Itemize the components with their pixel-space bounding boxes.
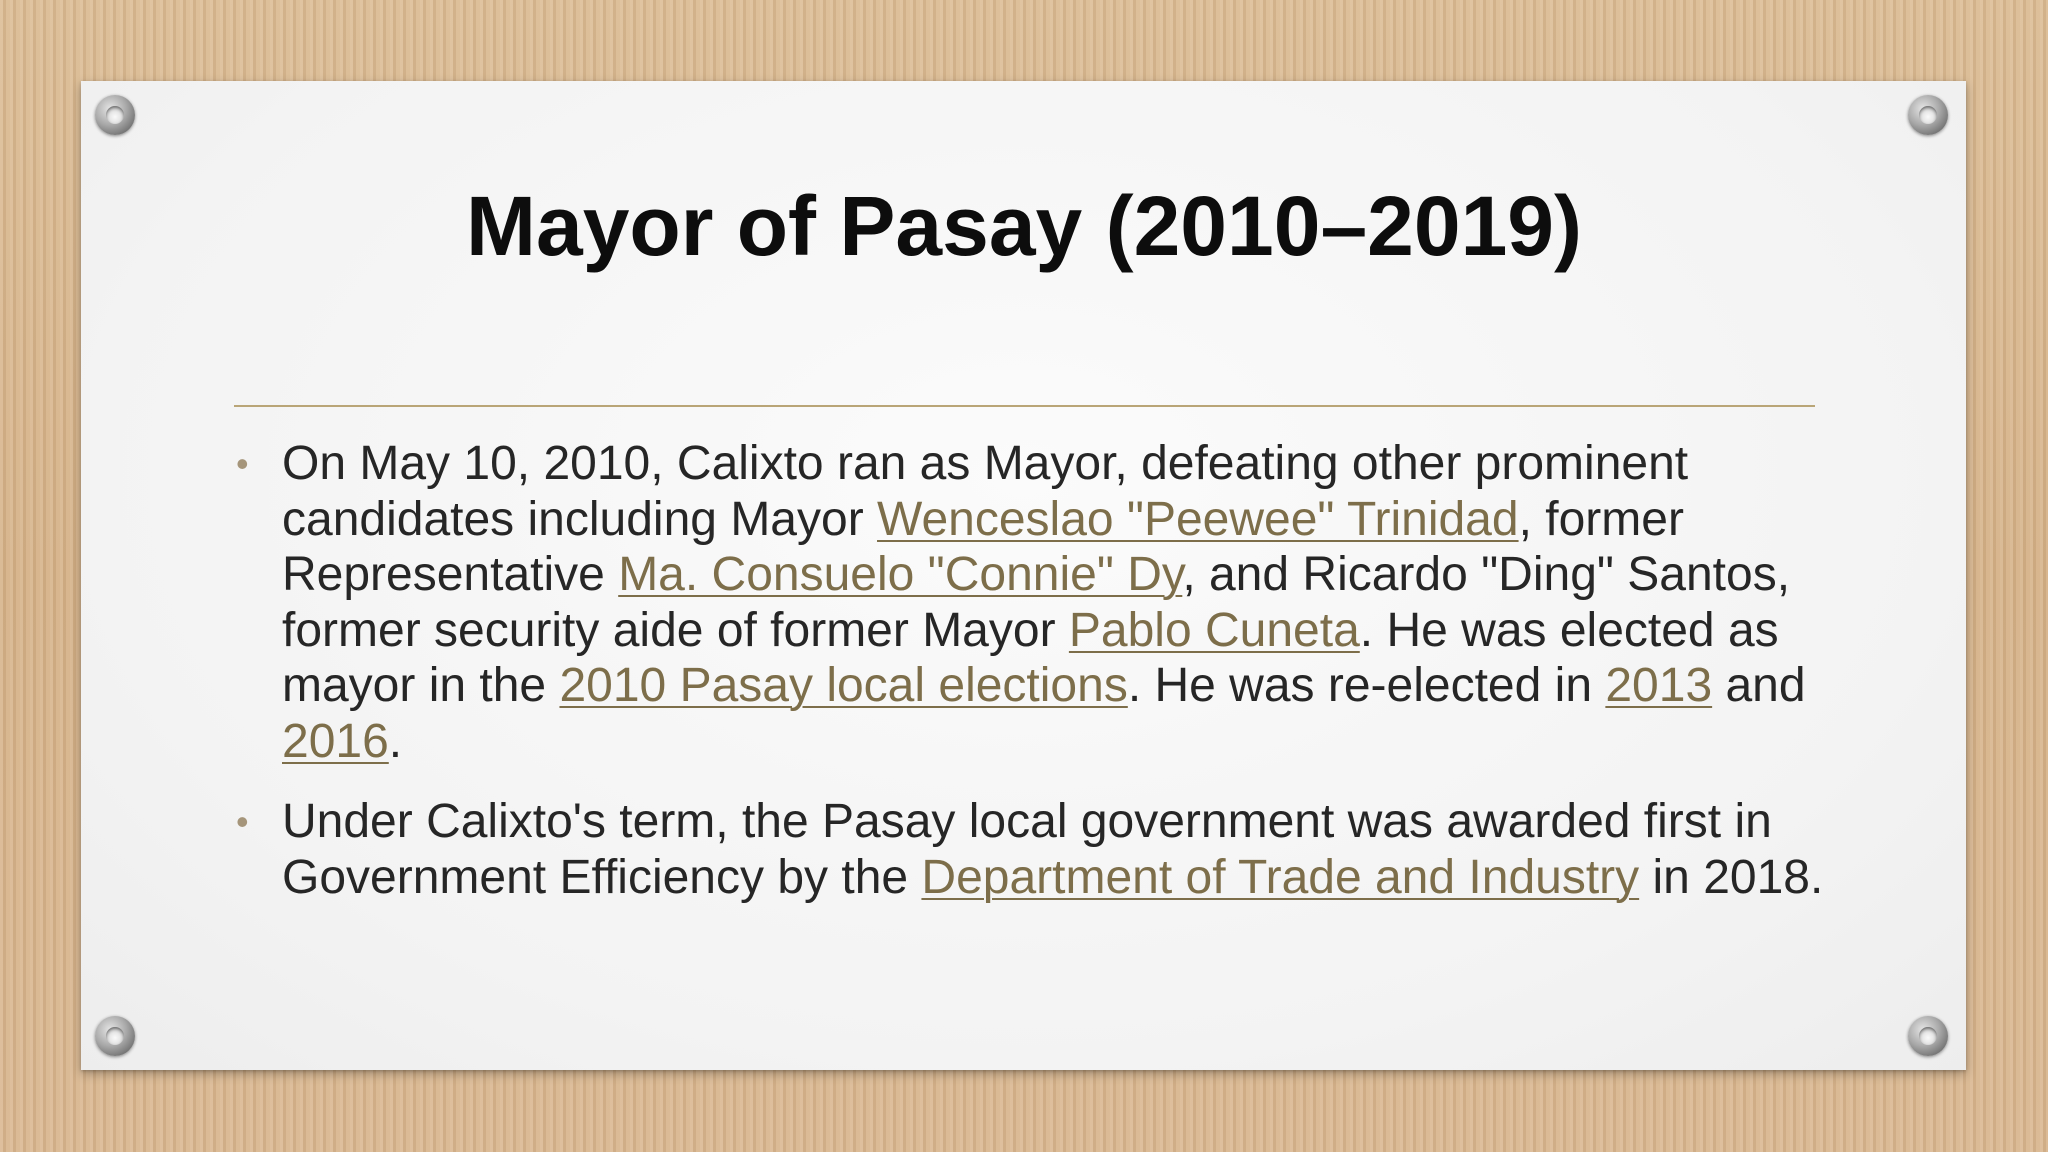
bullet-text: On May 10, 2010, Calixto ran as Mayor, defeating other prominent candidates including Mayor (282, 437, 1689, 546)
grommet-bottom-left-icon (95, 1016, 135, 1056)
link-pablo-cuneta[interactable]: Pablo Cuneta (1068, 603, 1360, 657)
bullet-marker-icon: • (236, 801, 249, 842)
bullet-text: . (388, 714, 403, 768)
bullet-text: and (1712, 659, 1806, 712)
link-wenceslao-trinidad[interactable]: Wenceslao "Peewee" Trinidad (877, 492, 1519, 546)
bullet-text: , and Ricardo "Ding" Santos, former security aide of former Mayor (282, 548, 1791, 657)
link-2013[interactable]: 2013 (1605, 659, 1713, 712)
bullet-item-2 (234, 794, 1824, 905)
link-department-of-trade-and-industry[interactable]: Department of Trade and Industry (921, 850, 1640, 904)
link-2010-pasay-elections[interactable]: 2010 Pasay local elections (559, 659, 1128, 712)
bullet-text: . He was elected as mayor in the (282, 603, 1779, 712)
link-consuelo-dy[interactable]: Ma. Consuelo "Connie" Dy (618, 548, 1183, 601)
bullet-text: in 2018. (1639, 850, 1824, 904)
grommet-top-right-icon (1908, 95, 1948, 135)
bullet-marker-icon: • (236, 443, 249, 484)
bullet-text: , former Representative (282, 492, 1684, 601)
bullet-list (234, 436, 1824, 930)
bullet-text: Under Calixto's term, the Pasay local government was awarded first in Government Efficiency by the (282, 795, 1772, 904)
title-divider (234, 405, 1815, 407)
bullet-text: . He was re-elected in (1127, 659, 1606, 712)
slide-title: Mayor of Pasay (2010–2019) (466, 179, 1582, 273)
link-2016[interactable]: 2016 (282, 714, 389, 768)
grommet-bottom-right-icon (1908, 1016, 1948, 1056)
bullet-item-1 (234, 436, 1824, 769)
grommet-top-left-icon (95, 95, 135, 135)
